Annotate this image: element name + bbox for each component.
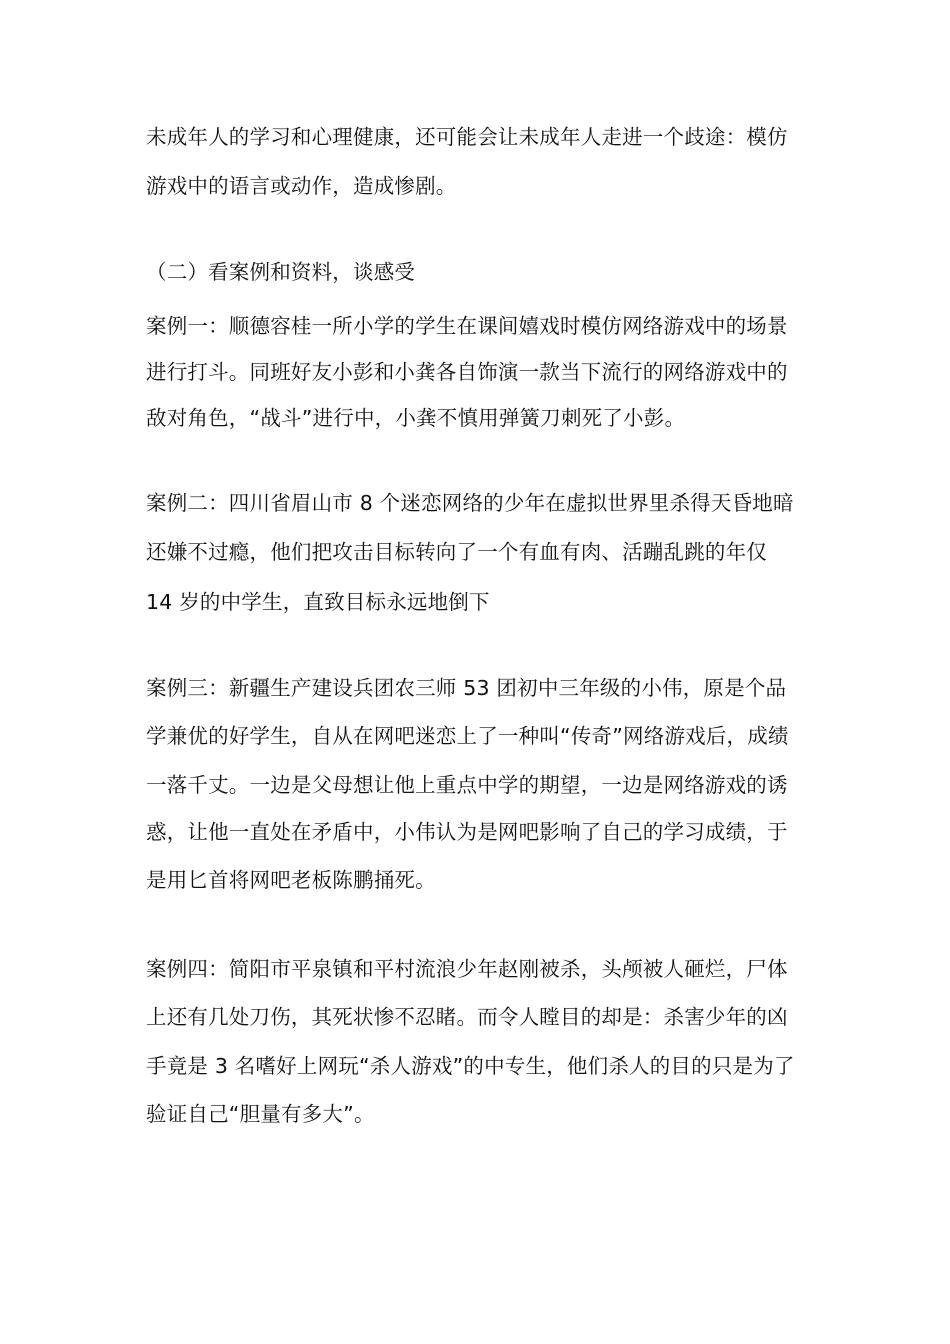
case-two-line-1: 案例二：四川省眉山市 8 个迷恋网络的少年在虚拟世界里杀得天昏地暗 — [146, 491, 794, 515]
case-three-line-1: 案例三：新疆生产建设兵团农三师 53 团初中三年级的小伟，原是个品 — [146, 676, 787, 700]
section-heading: （二）看案例和资料，谈感受 — [146, 260, 416, 284]
case-four-line-3: 手竟是 3 名嗜好上网玩“杀人游戏”的中专生，他们杀人的目的只是为了 — [146, 1054, 795, 1078]
case-three-line-4: 惑，让他一直处在矛盾中，小伟认为是网吧影响了自己的学习成绩，于 — [146, 820, 788, 844]
case-two-line-2: 还嫌不过瘾，他们把攻击目标转向了一个有血有肉、活蹦乱跳的年仅 — [146, 540, 767, 564]
case-three-line-5: 是用匕首将网吧老板陈鹏捅死。 — [146, 868, 436, 892]
case-four-line-4: 验证自己“胆量有多大”。 — [146, 1102, 375, 1126]
case-three-line-3: 一落千丈。一边是父母想让他上重点中学的期望，一边是网络游戏的诱 — [146, 773, 788, 797]
case-four-line-2: 上还有几处刀伤，其死状惨不忍睹。而令人瞠目的却是：杀害少年的凶 — [146, 1005, 788, 1029]
paragraph-intro-line-2: 游戏中的语言或动作，造成惨剧。 — [146, 174, 457, 198]
paragraph-intro-line-1: 未成年人的学习和心理健康，还可能会让未成年人走进一个歧途：模仿 — [146, 125, 788, 149]
case-one-line-1: 案例一：顺德容桂一所小学的学生在课间嬉戏时模仿网络游戏中的场景 — [146, 314, 788, 338]
case-one-line-3: 敌对角色，“战斗”进行中，小龚不慎用弹簧刀刺死了小彭。 — [146, 406, 686, 430]
case-two-line-3: 14 岁的中学生，直致目标永远地倒下 — [146, 590, 490, 614]
case-three-line-2: 学兼优的好学生，自从在网吧迷恋上了一种叫“传奇”网络游戏后，成绩 — [146, 724, 789, 748]
case-one-line-2: 进行打斗。同班好友小彭和小龚各自饰演一款当下流行的网络游戏中的 — [146, 360, 788, 384]
case-four-line-1: 案例四：简阳市平泉镇和平村流浪少年赵刚被杀，头颅被人砸烂，尸体 — [146, 957, 788, 981]
